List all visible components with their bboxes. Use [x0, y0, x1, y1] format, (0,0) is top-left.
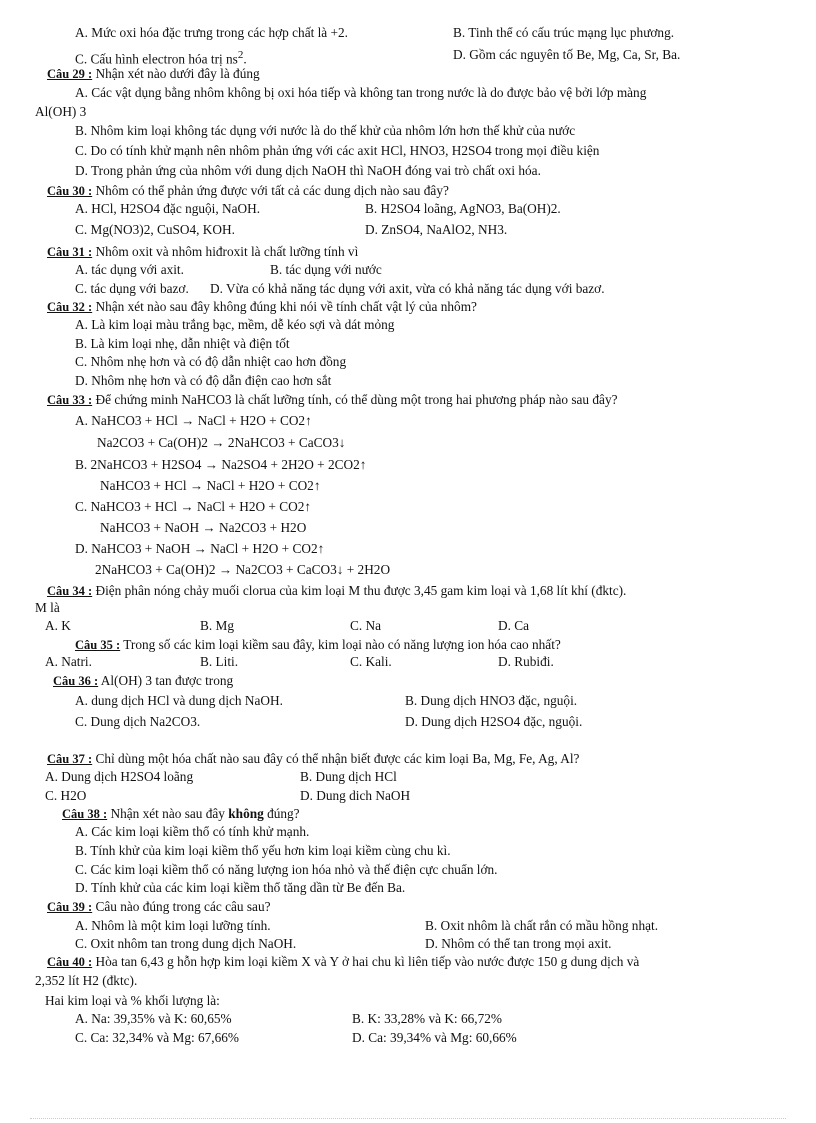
q32-option-b: B. Là kim loại nhẹ, dẫn nhiệt và điện tốt	[75, 336, 290, 351]
q39-option-d: D. Nhôm có thể tan trong mọi axit.	[425, 936, 612, 951]
q33-option-d-line2: 2NaHCO3 + Ca(OH)2 → Na2CO3 + CaCO3↓ + 2H2O	[95, 562, 391, 577]
q33-option-a-line2: Na2CO3 + Ca(OH)2 → 2NaHCO3 + CaCO3↓	[97, 435, 346, 450]
question-38-label: Câu 38 :	[62, 807, 108, 821]
q33-option-a-line1: A. NaHCO3 + HCl → NaCl + H2O + CO2↑	[75, 413, 312, 428]
question-38-text-after: đúng?	[263, 806, 300, 821]
q33-option-c-line2: NaHCO3 + NaOH → Na2CO3 + H2O	[100, 520, 307, 535]
question-34-text: Điện phân nóng chảy muối clorua của kim loại M thu được 3,45 gam kim loại và 1,68 lít khí (đktc).	[95, 583, 627, 598]
q36-option-d: D. Dung dịch H2SO4 đặc, nguội.	[405, 714, 583, 729]
prev-option-c-end: .	[243, 51, 247, 67]
q36-option-a: A. dung dịch HCl và dung dịch NaOH.	[75, 693, 283, 708]
q37-option-d: D. Dung dich NaOH	[300, 788, 411, 803]
q38-option-c: C. Các kim loại kiềm thổ có năng lượng ion hóa nhỏ và thế điện cực chuẩn lớn.	[75, 862, 498, 877]
question-33	[47, 391, 618, 409]
question-37-text: Chỉ dùng một hóa chất nào sau đây có thể nhận biết được các kim loại Ba, Mg, Fe, Ag, Al?	[95, 751, 580, 766]
q39-option-a: A. Nhôm là một kim loại lưỡng tính.	[75, 918, 271, 933]
question-32-label: Câu 32 :	[47, 300, 93, 314]
question-35-text: Trong số các kim loại kiềm sau đây, kim loại nào có năng lượng ion hóa cao nhất?	[123, 637, 561, 652]
question-39-label: Câu 39 :	[47, 900, 93, 914]
prev-option-c-sup: 2	[237, 49, 244, 61]
q31-option-a: A. tác dụng với axit.	[75, 262, 184, 277]
q40-option-d: D. Ca: 39,34% và Mg: 60,66%	[352, 1030, 517, 1045]
question-29	[47, 65, 260, 83]
question-33-text: Để chứng minh NaHCO3 là chất lưỡng tính, có thể dùng một trong hai phương pháp nào sau đây?	[95, 392, 618, 407]
q29-option-a-cont: Al(OH) 3	[35, 104, 87, 119]
q29-option-c: C. Do có tính khử mạnh nên nhôm phản ứng với các axit HCl, HNO3, H2SO4 trong mọi điều kiện	[75, 143, 600, 158]
question-36-text: Al(OH) 3 tan được trong	[100, 673, 234, 688]
q31-option-c: C. tác dụng với bazơ.	[75, 281, 189, 296]
q30-option-c: C. Mg(NO3)2, CuSO4, KOH.	[75, 222, 235, 237]
question-34-label: Câu 34 :	[47, 584, 93, 598]
question-38-text-bold: không	[228, 806, 264, 821]
q29-option-a: A. Các vật dụng bằng nhôm không bị oxi hóa tiếp và không tan trong nước là do được bảo vệ bởi lớp màng	[75, 85, 647, 100]
q33-option-d-line1: D. NaHCO3 + NaOH → NaCl + H2O + CO2↑	[75, 541, 325, 556]
q32-option-c: C. Nhôm nhẹ hơn và có độ dẫn nhiệt cao hơn đồng	[75, 354, 347, 369]
q35-option-c: C. Kali.	[350, 654, 392, 669]
question-32-text: Nhận xét nào sau đây không đúng khi nói về tính chất vật lý của nhôm?	[95, 299, 477, 314]
q37-option-b: B. Dung dịch HCl	[300, 769, 397, 784]
question-40-label: Câu 40 :	[47, 955, 93, 969]
question-38-text-before: Nhận xét nào sau đây	[110, 806, 229, 821]
question-31-text: Nhôm oxit và nhôm hiđroxit là chất lưỡng tính vì	[95, 244, 359, 259]
question-34-cont: M là	[35, 600, 60, 615]
page-bottom-divider	[30, 1118, 786, 1119]
q39-option-b: B. Oxit nhôm là chất rắn có mầu hồng nhạt.	[425, 918, 659, 933]
q31-option-d: D. Vừa có khả năng tác dụng với axit, vừa có khả năng tác dụng với bazơ.	[210, 281, 605, 296]
question-35-label: Câu 35 :	[75, 638, 121, 652]
q35-option-d: D. Rubiđi.	[498, 654, 554, 669]
question-39	[47, 898, 271, 916]
q38-option-a: A. Các kim loại kiềm thổ có tính khử mạnh.	[75, 824, 310, 839]
question-40-prompt: Hai kim loại và % khối lượng là:	[45, 993, 220, 1008]
question-40-cont: 2,352 lít H2 (đktc).	[35, 973, 138, 988]
prev-option-a: A. Mức oxi hóa đặc trưng trong các hợp chất là +2.	[75, 25, 349, 40]
q34-option-c: C. Na	[350, 618, 382, 633]
question-30	[47, 182, 449, 200]
q40-option-b: B. K: 33,28% và K: 66,72%	[352, 1011, 502, 1026]
q39-option-c: C. Oxit nhôm tan trong dung dịch NaOH.	[75, 936, 297, 951]
q32-option-d: D. Nhôm nhẹ hơn và có độ dẫn điện cao hơn sắt	[75, 373, 332, 388]
q37-option-c: C. H2O	[45, 788, 87, 803]
question-31	[47, 243, 358, 261]
q35-option-b: B. Liti.	[200, 654, 239, 669]
q30-option-d: D. ZnSO4, NaAlO2, NH3.	[365, 222, 508, 237]
question-37-label: Câu 37 :	[47, 752, 93, 766]
question-34	[47, 582, 626, 600]
q40-option-a: A. Na: 39,35% và K: 60,65%	[75, 1011, 232, 1026]
question-33-label: Câu 33 :	[47, 393, 93, 407]
prev-option-c-text: C. Cấu hình electron hóa trị ns	[75, 51, 238, 67]
q29-option-b: B. Nhôm kim loại không tác dụng với nước là do thế khử của nhôm lớn hơn thế khử của nước	[75, 123, 576, 138]
q38-option-b: B. Tính khử của kim loại kiềm thổ yếu hơn kim loại kiềm cùng chu kì.	[75, 843, 451, 858]
prev-option-d: D. Gồm các nguyên tố Be, Mg, Ca, Sr, Ba.	[453, 47, 681, 62]
q33-option-c-line1: C. NaHCO3 + HCl → NaCl + H2O + CO2↑	[75, 499, 311, 514]
question-39-text: Câu nào đúng trong các câu sau?	[95, 899, 271, 914]
question-29-label: Câu 29 :	[47, 67, 93, 81]
question-35	[75, 636, 561, 654]
q34-option-a: A. K	[45, 618, 71, 633]
q30-option-a: A. HCl, H2SO4 đặc nguội, NaOH.	[75, 201, 261, 216]
q40-option-c: C. Ca: 32,34% và Mg: 67,66%	[75, 1030, 239, 1045]
q35-option-a: A. Natri.	[45, 654, 92, 669]
question-30-text: Nhôm có thể phản ứng được với tất cả các dung dịch nào sau đây?	[95, 183, 449, 198]
question-37	[47, 750, 579, 768]
question-36	[53, 672, 233, 690]
q37-option-a: A. Dung dịch H2SO4 loãng	[45, 769, 194, 784]
q36-option-c: C. Dung dịch Na2CO3.	[75, 714, 201, 729]
q31-option-b: B. tác dụng với nước	[270, 262, 382, 277]
q33-option-b-line1: B. 2NaHCO3 + H2SO4 → Na2SO4 + 2H2O + 2CO2↑	[75, 457, 367, 472]
question-36-label: Câu 36 :	[53, 674, 99, 688]
q29-option-d: D. Trong phản ứng của nhôm với dung dịch NaOH thì NaOH đóng vai trò chất oxi hóa.	[75, 163, 541, 178]
question-40-text: Hòa tan 6,43 g hỗn hợp kim loại kiềm X và Y ở hai chu kì liên tiếp vào nước được 150 g dung dịch và	[95, 954, 640, 969]
prev-option-b: B. Tinh thể có cấu trúc mạng lục phương.	[453, 25, 675, 40]
q34-option-d: D. Ca	[498, 618, 530, 633]
question-29-text: Nhận xét nào dưới đây là đúng	[95, 66, 260, 81]
q38-option-d: D. Tính khử của các kim loại kiềm thổ tăng dần từ Be đến Ba.	[75, 880, 406, 895]
question-30-label: Câu 30 :	[47, 184, 93, 198]
question-32	[47, 298, 477, 316]
question-40	[47, 953, 639, 971]
q30-option-b: B. H2SO4 loãng, AgNO3, Ba(OH)2.	[365, 201, 561, 216]
q33-option-b-line2: NaHCO3 + HCl → NaCl + H2O + CO2↑	[100, 478, 321, 493]
q32-option-a: A. Là kim loại màu trắng bạc, mềm, dễ kéo sợi và dát mỏng	[75, 317, 395, 332]
question-38	[62, 805, 300, 823]
q34-option-b: B. Mg	[200, 618, 234, 633]
q36-option-b: B. Dung dịch HNO3 đặc, nguội.	[405, 693, 578, 708]
question-31-label: Câu 31 :	[47, 245, 93, 259]
